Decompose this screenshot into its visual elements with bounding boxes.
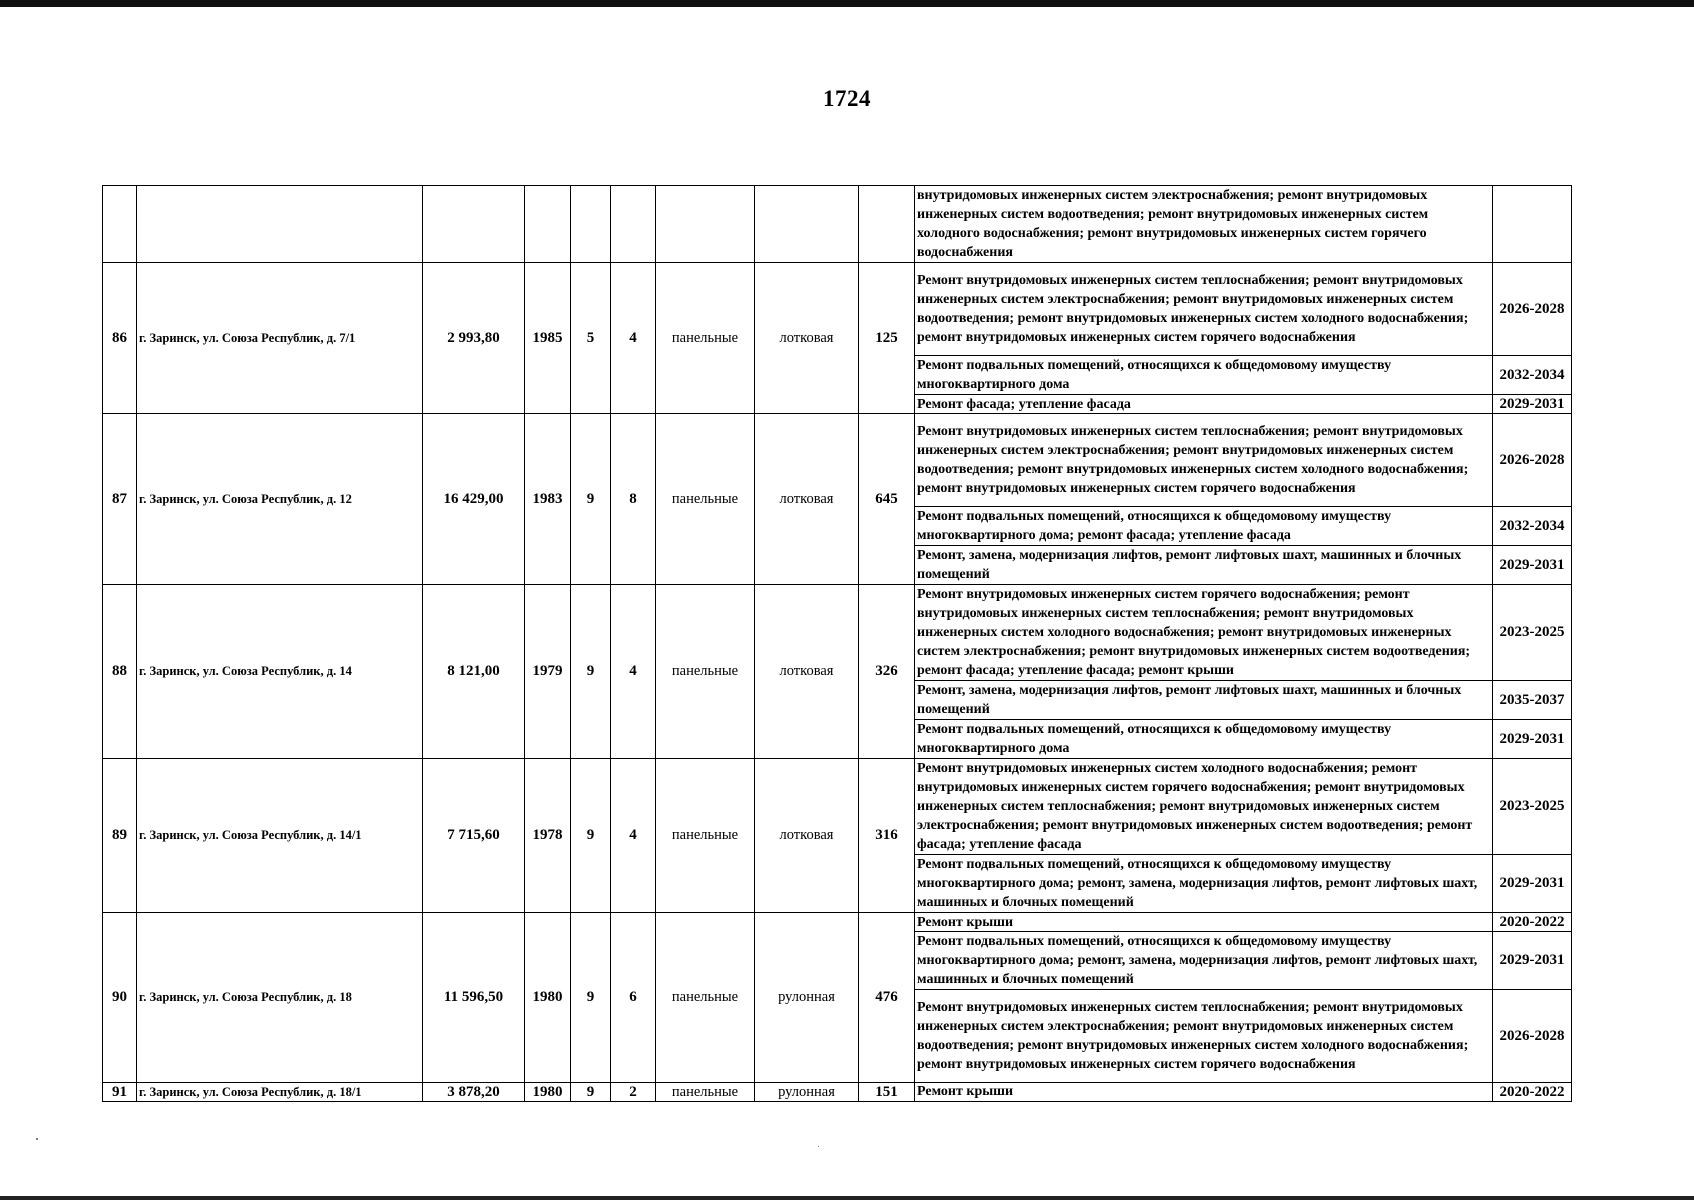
roof-type: рулонная (755, 1083, 859, 1102)
continuation-address-cell (137, 186, 423, 263)
continuation-entrances-cell (611, 186, 656, 263)
address: г. Заринск, ул. Союза Республик, д. 14 (137, 585, 423, 759)
entrances-count: 8 (611, 414, 656, 585)
work-description: Ремонт, замена, модернизация лифтов, ремонт лифтовых шахт, машинных и блочных помещений (915, 681, 1493, 720)
entrances-count: 4 (611, 585, 656, 759)
continuation-period-cell (1493, 186, 1572, 263)
table-row (103, 759, 1572, 855)
entrances-count: 4 (611, 263, 656, 414)
residents-count: 476 (859, 913, 915, 1083)
address: г. Заринск, ул. Союза Республик, д. 18/1 (137, 1083, 423, 1102)
work-period: 2029-2031 (1493, 855, 1572, 913)
work-period: 2029-2031 (1493, 720, 1572, 759)
table-row (103, 1083, 1572, 1102)
work-period: 2032-2034 (1493, 507, 1572, 546)
entrances-count: 2 (611, 1083, 656, 1102)
table-row (103, 414, 1572, 507)
wall-material: панельные (656, 414, 755, 585)
continuation-area-cell (423, 186, 525, 263)
build-year: 1983 (525, 414, 571, 585)
build-year: 1980 (525, 913, 571, 1083)
continuation-year-cell (525, 186, 571, 263)
address: г. Заринск, ул. Союза Республик, д. 7/1 (137, 263, 423, 414)
work-description: Ремонт крыши (915, 913, 1493, 932)
work-period: 2026-2028 (1493, 263, 1572, 356)
total-area: 11 596,50 (423, 913, 525, 1083)
build-year: 1980 (525, 1083, 571, 1102)
floors-count: 9 (571, 913, 611, 1083)
wall-material: панельные (656, 913, 755, 1083)
address: г. Заринск, ул. Союза Республик, д. 18 (137, 913, 423, 1083)
roof-type: лотковая (755, 414, 859, 585)
residents-count: 316 (859, 759, 915, 913)
work-description: Ремонт внутридомовых инженерных систем горячего водоснабжения; ремонт внутридомовых инженерных систем теплоснабжения; ремонт внутридомовых инженерных систем холодного водоснабжения; ремонт внутридомовых инженерных систем электроснабжения; ремонт внутридомовых инженерных систем водоотведения; ремонт фасада; утепление фасада; ремонт крыши (915, 585, 1493, 681)
continuation-num-cell (103, 186, 137, 263)
total-area: 2 993,80 (423, 263, 525, 414)
row-number: 89 (103, 759, 137, 913)
work-period: 2026-2028 (1493, 414, 1572, 507)
floors-count: 9 (571, 585, 611, 759)
floors-count: 9 (571, 1083, 611, 1102)
floors-count: 5 (571, 263, 611, 414)
residents-count: 151 (859, 1083, 915, 1102)
row-number: 87 (103, 414, 137, 585)
repair-program-table (102, 185, 1572, 1102)
wall-material: панельные (656, 759, 755, 913)
work-description: Ремонт фасада; утепление фасада (915, 395, 1493, 414)
continuation-row (103, 186, 1572, 263)
work-period: 2023-2025 (1493, 759, 1572, 855)
address: г. Заринск, ул. Союза Республик, д. 14/1 (137, 759, 423, 913)
table-row (103, 263, 1572, 356)
row-number: 88 (103, 585, 137, 759)
scan-speck (818, 1146, 819, 1147)
wall-material: панельные (656, 263, 755, 414)
row-number: 86 (103, 263, 137, 414)
work-period: 2035-2037 (1493, 681, 1572, 720)
total-area: 7 715,60 (423, 759, 525, 913)
work-description: Ремонт внутридомовых инженерных систем теплоснабжения; ремонт внутридомовых инженерных систем электроснабжения; ремонт внутридомовых инженерных систем водоотведения; ремонт внутридомовых инженерных систем холодного водоснабжения; ремонт внутридомовых инженерных систем горячего водоснабжения (915, 263, 1493, 356)
wall-material: панельные (656, 1083, 755, 1102)
work-description: Ремонт подвальных помещений, относящихся к общедомовому имуществу многоквартирного дома (915, 720, 1493, 759)
address: г. Заринск, ул. Союза Республик, д. 12 (137, 414, 423, 585)
continuation-residents-cell (859, 186, 915, 263)
work-description: Ремонт внутридомовых инженерных систем теплоснабжения; ремонт внутридомовых инженерных систем электроснабжения; ремонт внутридомовых инженерных систем водоотведения; ремонт внутридомовых инженерных систем холодного водоснабжения; ремонт внутридомовых инженерных систем горячего водоснабжения (915, 414, 1493, 507)
residents-count: 326 (859, 585, 915, 759)
work-description: внутридомовых инженерных систем электроснабжения; ремонт внутридомовых инженерных систем водоотведения; ремонт внутридомовых инженерных систем холодного водоснабжения; ремонт внутридомовых инженерных систем горячего водоснабжения (915, 186, 1493, 263)
work-description: Ремонт крыши (915, 1083, 1493, 1102)
build-year: 1979 (525, 585, 571, 759)
work-description: Ремонт подвальных помещений, относящихся к общедомовому имуществу многоквартирного дома; ремонт, замена, модернизация лифтов, ремонт лифтовых шахт, машинных и блочных помещений (915, 855, 1493, 913)
top-border-rule (0, 0, 1694, 7)
floors-count: 9 (571, 759, 611, 913)
work-period: 2026-2028 (1493, 990, 1572, 1083)
table-row (103, 585, 1572, 681)
work-period: 2029-2031 (1493, 932, 1572, 990)
work-period: 2029-2031 (1493, 546, 1572, 585)
roof-type: лотковая (755, 585, 859, 759)
total-area: 8 121,00 (423, 585, 525, 759)
row-number: 91 (103, 1083, 137, 1102)
work-description: Ремонт подвальных помещений, относящихся к общедомовому имуществу многоквартирного дома; ремонт фасада; утепление фасада (915, 507, 1493, 546)
work-period: 2023-2025 (1493, 585, 1572, 681)
total-area: 16 429,00 (423, 414, 525, 585)
scan-speck (36, 1138, 38, 1140)
wall-material: панельные (656, 585, 755, 759)
floors-count: 9 (571, 414, 611, 585)
residents-count: 645 (859, 414, 915, 585)
work-description: Ремонт внутридомовых инженерных систем теплоснабжения; ремонт внутридомовых инженерных систем электроснабжения; ремонт внутридомовых инженерных систем водоотведения; ремонт внутридомовых инженерных систем холодного водоснабжения; ремонт внутридомовых инженерных систем горячего водоснабжения (915, 990, 1493, 1083)
page-number: 1724 (823, 86, 871, 111)
table-row (103, 913, 1572, 932)
residents-count: 125 (859, 263, 915, 414)
total-area: 3 878,20 (423, 1083, 525, 1102)
continuation-walls-cell (656, 186, 755, 263)
bottom-border-rule (0, 1196, 1694, 1200)
continuation-roof-cell (755, 186, 859, 263)
work-description: Ремонт внутридомовых инженерных систем холодного водоснабжения; ремонт внутридомовых инженерных систем горячего водоснабжения; ремонт внутридомовых инженерных систем теплоснабжения; ремонт внутридомовых инженерных систем электроснабжения; ремонт внутридомовых инженерных систем водоотведения; ремонт фасада; утепление фасада (915, 759, 1493, 855)
roof-type: лотковая (755, 759, 859, 913)
roof-type: рулонная (755, 913, 859, 1083)
work-period: 2029-2031 (1493, 395, 1572, 414)
build-year: 1978 (525, 759, 571, 913)
build-year: 1985 (525, 263, 571, 414)
work-description: Ремонт подвальных помещений, относящихся к общедомовому имуществу многоквартирного дома; ремонт, замена, модернизация лифтов, ремонт лифтовых шахт, машинных и блочных помещений (915, 932, 1493, 990)
work-period: 2020-2022 (1493, 913, 1572, 932)
continuation-floors-cell (571, 186, 611, 263)
work-description: Ремонт, замена, модернизация лифтов, ремонт лифтовых шахт, машинных и блочных помещений (915, 546, 1493, 585)
entrances-count: 4 (611, 759, 656, 913)
row-number: 90 (103, 913, 137, 1083)
work-period: 2032-2034 (1493, 356, 1572, 395)
work-description: Ремонт подвальных помещений, относящихся к общедомовому имуществу многоквартирного дома (915, 356, 1493, 395)
roof-type: лотковая (755, 263, 859, 414)
work-period: 2020-2022 (1493, 1083, 1572, 1102)
entrances-count: 6 (611, 913, 656, 1083)
